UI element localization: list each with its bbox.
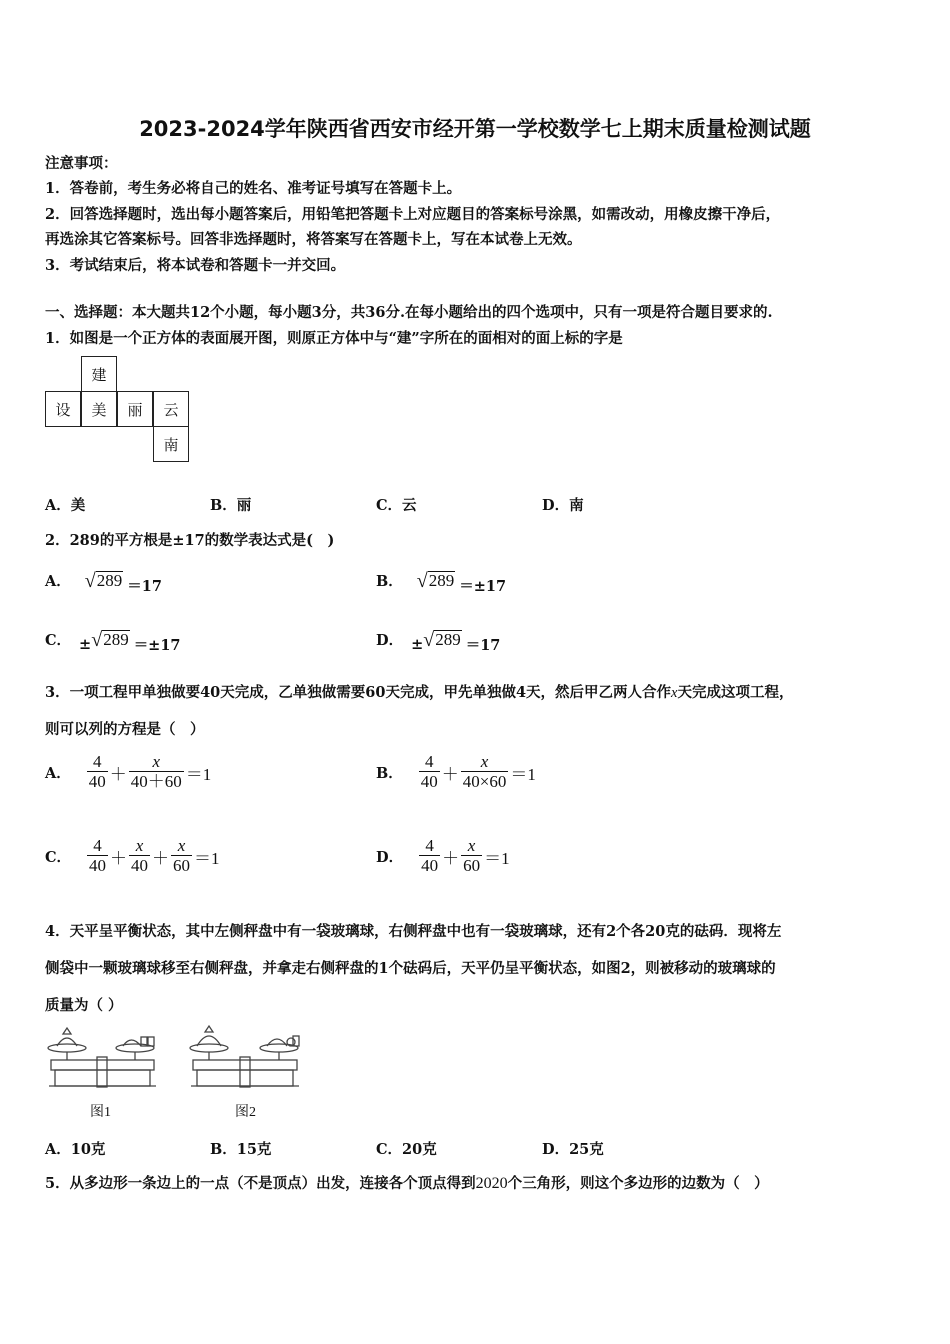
plus-sign: ＋ [110,848,128,868]
option-letter: B． [376,573,403,590]
section-heading: 一、选择题：本大题共12个小题，每小题3分，共36分.在每小题给出的四个选项中，只有一项是符合题目要求的. [45,304,773,321]
option-letter: C． [45,632,72,649]
net-cell-jian: 建 [81,356,117,392]
plus-sign: ＋ [442,848,460,868]
q1-stem: 1．如图是一个正方体的表面展开图，则原正方体中与“建”字所在的面相对的面上标的字是 [45,330,623,347]
q3-option-c[interactable] [45,836,222,876]
fraction: $\frac{x}{60}$ [463,836,481,875]
q5-stem: 5．从多边形一条边上的一点（不是顶点）出发，连接各个顶点得到2020个三角形，则这个多边形的边数为（ ） [45,1175,769,1192]
net-cell-nan: 南 [153,426,189,462]
q1-option-c[interactable]: C．云 [376,497,417,514]
left-pan [190,1044,228,1052]
q3-stem-line1: 3．一项工程甲单独做要40天完成，乙单独做需要60天完成，甲先单独做4天，然后甲乙两人合作x天完成这项工程， [45,684,794,701]
base [55,1070,150,1086]
option-letter: A． [45,764,71,782]
center-post [240,1057,250,1087]
option-letter: A． [45,573,71,590]
balance-figure-1 [45,1024,160,1092]
q1-option-a[interactable]: A．美 [45,497,86,514]
option-rhs: ＝±17 [459,578,507,595]
plus-sign: ＋ [152,848,170,868]
notice-item-1: 1．答卷前，考生务必将自己的姓名、准考证号填写在答题卡上。 [45,180,462,197]
net-cell-yun: 云 [153,391,189,427]
balance-figure-2 [185,1024,305,1092]
q4-option-d[interactable]: D．25克 [542,1141,604,1158]
option-rhs: ＝17 [465,637,501,654]
option-letter: D． [376,632,404,649]
q2-option-c[interactable] [45,624,181,655]
beam [193,1060,297,1070]
base [197,1070,293,1086]
page-title: 2023-2024学年陕西省西安市经开第一学校数学七上期末质量检测试题 [139,117,811,141]
option-letter: B． [376,764,403,782]
notice-item-2b: 再选涂其它答案标号。回答非选择题时，将答案写在答题卡上，写在本试卷上无效。 [45,231,582,248]
option-prefix: ± [411,636,424,653]
notice-item-3: 3．考试结束后，将本试卷和答题卡一并交回。 [45,257,346,274]
q2-option-a[interactable] [45,565,162,596]
beam [51,1060,154,1070]
q3-option-b[interactable] [376,752,538,792]
q2-option-b[interactable] [376,565,506,596]
sqrt-expression: √ 289 [91,628,129,651]
equals-one: ＝1 [484,848,510,868]
option-rhs: ＝17 [127,578,162,595]
center-post [97,1057,107,1087]
plus-sign: ＋ [109,764,127,784]
q3-stem-line2: 则可以列的方程是（ ） [45,721,205,738]
fraction: $\frac{x}{40}$ [131,836,149,875]
fraction: $\frac{4}{40}$ [421,836,439,875]
q4-stem-line1: 4．天平呈平衡状态，其中左侧秤盘中有一袋玻璃球，右侧秤盘中也有一袋玻璃球，还有2个各20克的砝码．现将左 [45,923,782,940]
left-bag-knot [63,1028,71,1034]
fraction: $\frac{4}{40}$ [88,752,106,791]
q4-option-b[interactable]: B．15克 [210,1141,272,1158]
left-bag-knot [205,1026,213,1032]
q4-option-a[interactable]: A．10克 [45,1141,106,1158]
net-cell-she: 设 [45,391,81,427]
fraction: $\frac{4}{40}$ [89,836,107,875]
fraction: $\frac{x}{40+60}$ [130,752,182,791]
net-cell-mei: 美 [81,391,117,427]
fraction: $\frac{x}{40\times 60}$ [462,752,507,791]
notice-item-2a: 2．回答选择题时，选出每小题答案后，用铅笔把答题卡上对应题目的答案标号涂黑，如需改动，用橡皮擦干净后， [45,206,781,223]
notice-heading: 注意事项： [45,155,118,172]
sqrt-expression: √ 289 [416,569,455,592]
q2-stem: 2．289的平方根是±17的数学表达式是( ) [45,532,335,549]
q1-option-b[interactable]: B．丽 [210,497,252,514]
equals-one: ＝1 [185,764,212,784]
sqrt-expression: √ 289 [84,569,123,592]
left-pan [48,1044,86,1052]
q3-option-d[interactable] [376,836,512,876]
q1-option-d[interactable]: D．南 [542,497,584,514]
q4-stem-line3: 质量为（ ） [45,997,123,1014]
option-letter: D． [376,848,404,866]
option-prefix: ± [79,636,92,653]
q2-option-d[interactable] [376,624,500,655]
option-rhs: ＝±17 [133,637,181,654]
sqrt-expression: √ 289 [423,628,461,651]
equals-one: ＝1 [510,764,536,784]
plus-sign: ＋ [441,764,459,784]
fraction: $\frac{x}{60}$ [173,836,191,875]
q4-stem-line2: 侧袋中一颗玻璃球移至右侧秤盘，并拿走右侧秤盘的1个砝码后，天平仍呈平衡状态，如图2，则被移动的玻璃球的 [45,960,776,977]
net-cell-li: 丽 [117,391,153,427]
option-letter: C． [45,848,72,866]
figure-2-caption: 图2 [235,1105,256,1120]
figure-1-caption: 图1 [90,1105,111,1120]
equals-one: ＝1 [194,848,220,868]
q3-option-a[interactable] [45,752,213,792]
fraction: $\frac{4}{40}$ [420,752,438,791]
q4-option-c[interactable]: C．20克 [376,1141,437,1158]
